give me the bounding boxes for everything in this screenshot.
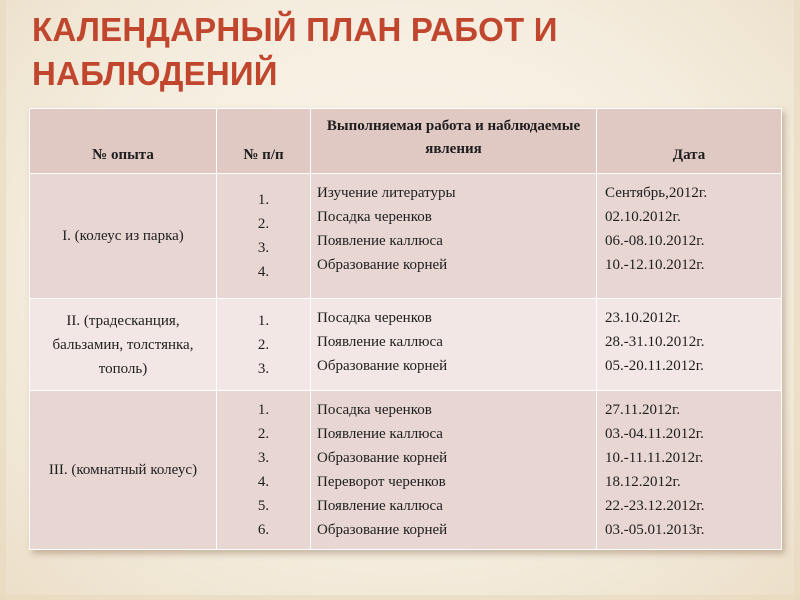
experiment-cell: [30, 174, 217, 299]
work-item: Посадка черенков: [317, 209, 432, 225]
work-item: Появление каллюса: [317, 426, 443, 442]
date-cell: [597, 391, 782, 550]
work-item: Появление каллюса: [317, 498, 443, 514]
work-item: Изучение литературы: [317, 185, 456, 201]
work-item: Переворот черенков: [317, 474, 446, 490]
experiment-cell: [30, 391, 217, 550]
work-item: Посадка черенков: [317, 310, 432, 326]
table-body: [30, 174, 782, 550]
step-number: 5.: [257, 498, 270, 514]
table-row: [30, 174, 782, 299]
slide-edge-left: [0, 0, 6, 600]
step-number: 4.: [257, 474, 270, 490]
date-item: 18.12.2012г.: [605, 474, 681, 490]
table-header-row: [30, 109, 782, 174]
step-number: 2.: [257, 216, 270, 232]
step-number: 1.: [257, 312, 270, 329]
step-number: 2.: [257, 426, 270, 442]
experiment-cell: [30, 299, 217, 391]
date-item: Сентябрь,2012г.: [605, 185, 708, 201]
date-cell: [597, 174, 782, 299]
experiment-label: I. (колеус из парка): [62, 228, 184, 244]
table-row: [30, 299, 782, 391]
header-date: [597, 109, 782, 174]
work-item: Образование корней: [317, 450, 448, 466]
step-number: 1.: [257, 192, 270, 208]
slide-edge-right: [794, 0, 800, 600]
calendar-plan-table: [29, 108, 782, 550]
date-item: 05.-20.11.2012г.: [605, 358, 704, 374]
work-item: Образование корней: [317, 522, 448, 538]
date-item: 22.-23.12.2012г.: [605, 498, 705, 514]
header-work: [311, 109, 597, 174]
step-number: 6.: [257, 522, 270, 538]
date-item: 23.10.2012г.: [605, 310, 681, 326]
work-item: Образование корней: [317, 257, 448, 273]
step-number: 3.: [257, 450, 270, 466]
date-item: 03.-05.01.2013г.: [605, 522, 705, 538]
header-work-label: Выполняемая работа и наблюдаемые явления: [326, 118, 581, 157]
work-item: Появление каллюса: [317, 334, 443, 350]
number-cell: [217, 174, 311, 299]
date-item: 28.-31.10.2012г.: [605, 334, 705, 350]
step-number: 1.: [257, 402, 270, 418]
header-experiment: [30, 109, 217, 174]
experiment-label: II. (традесканция, бальзамин, толстянка, тополь): [52, 312, 194, 377]
date-item: 02.10.2012г.: [605, 209, 681, 225]
header-number: [217, 109, 311, 174]
slide-title: КАЛЕНДАРНЫЙ ПЛАН РАБОТ И НАБЛЮДЕНИЙ: [32, 11, 558, 92]
date-item: 10.-11.11.2012г.: [605, 450, 704, 466]
date-item: 10.-12.10.2012г.: [605, 257, 705, 273]
step-number: 3.: [257, 240, 270, 256]
step-number: 4.: [257, 264, 270, 280]
work-cell: [311, 391, 597, 550]
date-item: 06.-08.10.2012г.: [605, 233, 705, 249]
step-number: 3.: [257, 360, 270, 377]
date-cell: [597, 299, 782, 391]
work-cell: [311, 299, 597, 391]
step-number: 2.: [257, 336, 270, 353]
work-cell: [311, 174, 597, 299]
date-item: 03.-04.11.2012г.: [605, 426, 704, 442]
table-row: [30, 391, 782, 550]
header-date-label: Дата: [672, 147, 706, 163]
number-cell: [217, 391, 311, 550]
number-cell: [217, 299, 311, 391]
work-item: Появление каллюса: [317, 233, 443, 249]
work-item: Посадка черенков: [317, 402, 432, 418]
header-number-label: № п/п: [243, 147, 284, 163]
work-item: Образование корней: [317, 358, 448, 374]
slide-edge-bottom: [0, 595, 800, 600]
date-item: 27.11.2012г.: [605, 402, 681, 418]
header-experiment-label: № опыта: [92, 147, 154, 163]
experiment-label: III. (комнатный колеус): [48, 462, 198, 478]
